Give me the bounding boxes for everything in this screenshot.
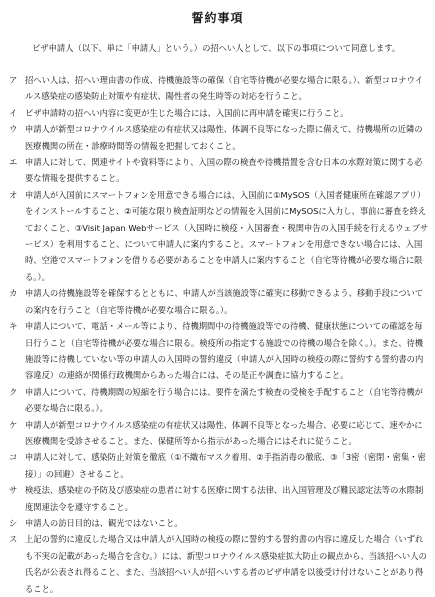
pledge-item-mark: カ (9, 288, 18, 299)
pledge-item-mark: オ (9, 189, 18, 200)
pledge-item (9, 285, 429, 318)
pledge-item-mark: ケ (9, 419, 18, 430)
pledge-item (9, 187, 429, 285)
pledge-item-mark: エ (9, 157, 18, 168)
pledge-item (9, 318, 429, 384)
pledge-item-mark: キ (9, 321, 18, 332)
pledge-item (9, 121, 429, 154)
pledge-item (9, 482, 429, 515)
pledge-item (9, 531, 429, 597)
pledge-item (9, 105, 429, 121)
pledge-item-text: 申請人の訪日目的は、観光ではないこと。 (25, 517, 183, 528)
pledge-item-text: 申請人に対して、関連サイトや資料等により、入国の際の検査や待機措置を含む日本の水際対策に関する必要な情報を提供すること。 (25, 157, 423, 184)
pledge-item (9, 154, 429, 187)
pledge-item-text: 申請人が新型コロナウイルス感染症の有症状又は陽性、体調不良等となった場合、必要に応じて、速やかに医療機関を受診させること。また、保健所等から指示があった場合にはそれに従うこと。 (25, 419, 423, 446)
pledge-item-text: 申請人について、電話・メール等により、待機期間中の待機施設等での待機、健康状態についての確認を毎日行うこと（自宅等待機が必要な場合に限る。検疫所の指定する施設での待機の場合を除く。）。また、待機施設等に待機していない等の申請人の入国時の誓約違反（申請人が入国時の検疫の際に誓約する誓約書の内容違反）の連絡が関係行政機関からあった場合には、その是正や調査に協力すること。 (25, 321, 424, 381)
pledge-item-mark: ウ (9, 124, 18, 135)
pledge-item-text: 検疫法、感染症の予防及び感染症の患者に対する医療に関する法律、出入国管理及び難民認定法等の水際制度関連法令を遵守すること。 (25, 485, 424, 512)
pledge-item-text: 申請人が新型コロナウイルス感染症の有症状又は陽性、体調不良等になった際に備えて、待機場所の近隣の医療機関の所在・診療時間等の情報を把握しておくこと。 (25, 124, 423, 151)
pledge-item-mark: コ (9, 452, 18, 463)
pledge-item-text: 招へい人は、招へい理由書の作成、待機施設等の確保（自宅等待機が必要な場合に限る。）、新型コロナウイルス感染症の感染防止対策や有症状、陽性者の発生時等の対応を行うこと。 (25, 75, 424, 102)
pledge-item-text: 申請人が入国前にスマートフォンを用意できる場合には、入国前に①MySOS（入国者健康所在確認アプリ）をインストールすること、②可能な限り検査証明などの情報を入国前にMySOSに入力し、事前に審査を終えておくこと、③Visit Japan Webサービス（入国時に検疫・入国審査・税関申告の入国手続を行えるウェブサービス）を利用すること、について申請人に案内すること。スマートフォンを用意できない場合には、入国時、空港でスマートフォンを借りる必要があることを申請人に案内すること（自宅等待機が必要な場合に限る。）。 (25, 189, 429, 282)
pledge-item-mark: イ (9, 107, 18, 118)
pledge-item (9, 417, 429, 450)
pledge-item-mark: ア (9, 75, 18, 85)
pledge-item-mark: サ (9, 485, 18, 496)
pledge-item (9, 449, 429, 482)
pledge-item (9, 72, 429, 105)
pledge-item (9, 515, 429, 531)
pledge-item (9, 384, 429, 417)
pledge-item-text: ビザ申請時の招へい内容に変更が生じた場合には、入国前に再申請を確実に行うこと。 (25, 107, 349, 118)
document-title: 誓約事項 (191, 11, 244, 25)
intro-paragraph: ビザ申請人（以下、単に「申請人」という。）の招へい人として、以下の事項について同意します。 (32, 43, 401, 53)
pledge-item-text: 上記の誓約に違反した場合又は申請人が入国時の検疫の際に誓約する誓約書の内容に違反した場合（いずれも不実の記載があった場合を含む。）には、新型コロナウイルス感染症拡大防止の観点から、当該招へい人の氏名が公表され得ること、また、当該招へい人が招へいする者のビザ申請を以後受け付けないことがあり得ること。 (25, 534, 427, 594)
pledge-item-list (9, 72, 429, 597)
pledge-item-text: 申請人について、待機期間の短縮を行う場合には、要件を満たす検査の受検を手配すること（自宅等待機が必要な場合に限る。）。 (25, 386, 423, 414)
pledge-item-mark: シ (9, 517, 18, 528)
pledge-item-text: 申請人に対して、感染防止対策を徹底（①不織布マスク着用、②手指消毒の徹底、③「3密（密閉・密集・密接）」の回避）させること。 (25, 452, 426, 479)
pledge-item-mark: ク (9, 386, 18, 397)
pledge-item-mark: ス (9, 534, 18, 545)
pledge-item-text: 申請人の待機施設等を確保するとともに、申請人が当該施設等に確実に移動できるよう、移動手段についての案内を行うこと（自宅等待機が必要な場合に限る。）。 (25, 288, 424, 315)
